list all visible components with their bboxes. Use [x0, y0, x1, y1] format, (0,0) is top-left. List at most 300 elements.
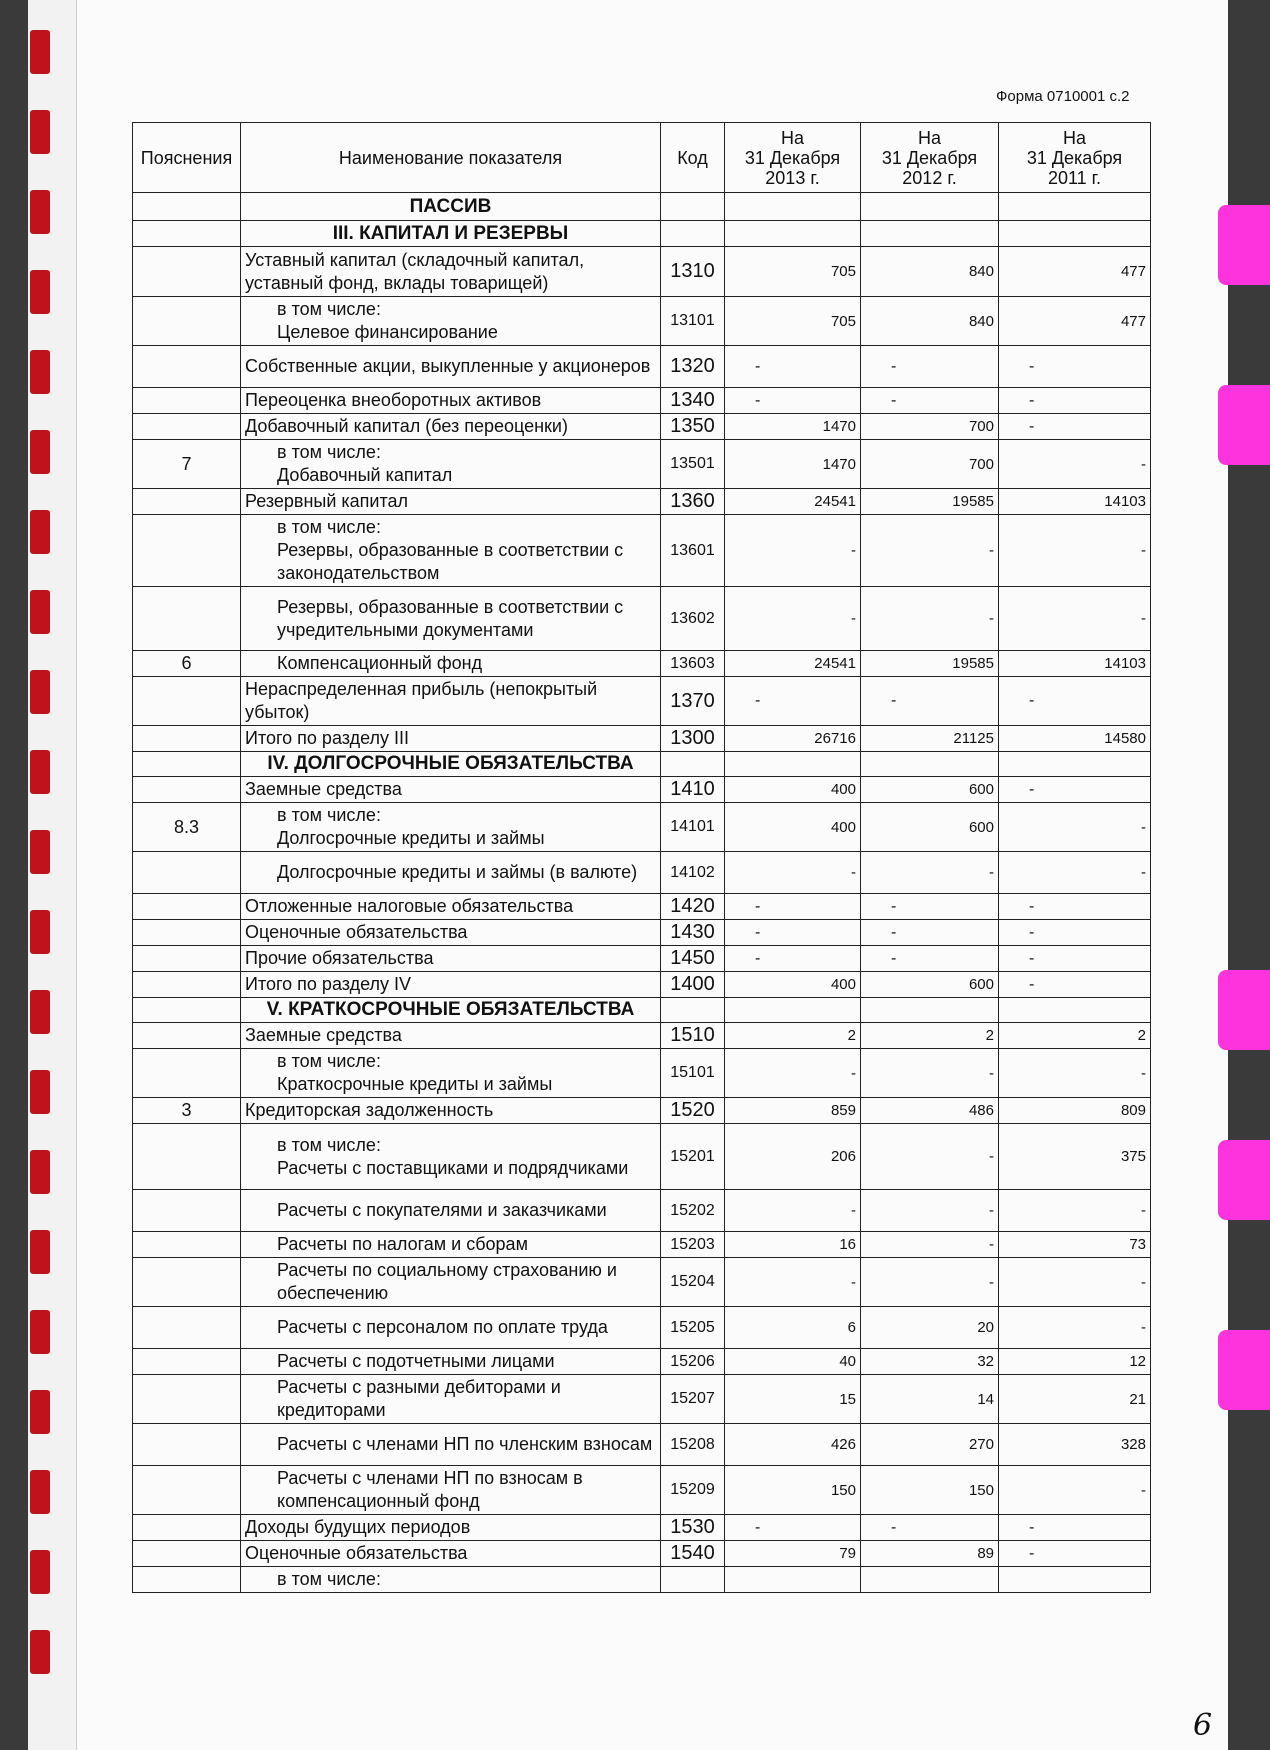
code-cell: 1450 — [661, 946, 725, 972]
including-label: в том числе: — [277, 442, 381, 462]
indicator-name — [241, 1258, 661, 1307]
table-row — [133, 1515, 1151, 1541]
value-2013-cell: 24541 — [725, 651, 861, 677]
code-cell: 15202 — [661, 1190, 725, 1232]
note-cell — [133, 414, 241, 440]
indicator-name — [241, 1124, 661, 1190]
indicator-name-text: Собственные акции, выкупленные у акционеров — [245, 356, 651, 376]
binding-ring — [30, 1630, 50, 1674]
value-2012-cell: - — [861, 920, 999, 946]
value-2011-cell: - — [999, 946, 1151, 972]
indicator-name — [241, 440, 661, 489]
note-cell — [133, 1567, 241, 1593]
table-header — [133, 123, 1151, 193]
value-2011-cell: 477 — [999, 247, 1151, 297]
value-2012-cell: 19585 — [861, 489, 999, 515]
indicator-name — [241, 1190, 661, 1232]
indicator-name-text: Добавочный капитал (без переоценки) — [245, 416, 568, 436]
table-row — [133, 388, 1151, 414]
code-cell: 1320 — [661, 346, 725, 388]
value-2011-cell: 12 — [999, 1349, 1151, 1375]
value-2012-cell: - — [861, 677, 999, 726]
binding-ring — [30, 430, 50, 474]
section-heading-row — [133, 193, 1151, 221]
note-cell — [133, 752, 241, 777]
indicator-name-text: Переоценка внеоборотных активов — [245, 390, 542, 410]
value-2013-cell: 426 — [725, 1424, 861, 1466]
binding-ring — [30, 1310, 50, 1354]
indicator-name — [241, 1541, 661, 1567]
note-cell — [133, 193, 241, 221]
value-2013-cell: 16 — [725, 1232, 861, 1258]
binding-ring — [30, 350, 50, 394]
value-2011-cell: - — [999, 1515, 1151, 1541]
note-cell — [133, 1124, 241, 1190]
note-cell — [133, 1349, 241, 1375]
value-2011-cell: - — [999, 1466, 1151, 1515]
note-cell: 8.3 — [133, 803, 241, 852]
including-label: в том числе: — [241, 1567, 661, 1593]
table-row — [133, 1541, 1151, 1567]
indicator-name-text: Оценочные обязательства — [245, 1543, 468, 1563]
code-cell: 1300 — [661, 726, 725, 752]
value-2013-cell: - — [725, 1258, 861, 1307]
indicator-name-text: Расчеты с персоналом по оплате труда — [277, 1317, 608, 1337]
indicator-name — [241, 515, 661, 587]
value-2011-cell: - — [999, 1190, 1151, 1232]
code-cell: 15208 — [661, 1424, 725, 1466]
value-2013-cell: - — [725, 677, 861, 726]
table-row — [133, 489, 1151, 515]
value-2011-cell: - — [999, 440, 1151, 489]
note-cell — [133, 677, 241, 726]
binding-ring — [30, 30, 50, 74]
value-2013-cell — [725, 193, 861, 221]
value-2012-cell — [861, 221, 999, 247]
value-2013-cell: 79 — [725, 1541, 861, 1567]
value-2012-cell: 2 — [861, 1023, 999, 1049]
indicator-name-text: Уставный капитал (складочный капитал, уставный фонд, вклады товарищей) — [245, 249, 585, 293]
table-row — [133, 1375, 1151, 1424]
code-cell: 13501 — [661, 440, 725, 489]
note-cell — [133, 1232, 241, 1258]
value-2011-cell: - — [999, 1049, 1151, 1098]
code-cell: 1540 — [661, 1541, 725, 1567]
code-cell: 14101 — [661, 803, 725, 852]
note-cell — [133, 1307, 241, 1349]
indicator-name — [241, 247, 661, 297]
note-cell — [133, 247, 241, 297]
table-row — [133, 1190, 1151, 1232]
code-cell: 15206 — [661, 1349, 725, 1375]
code-cell — [661, 998, 725, 1023]
indicator-name-text: Долгосрочные кредиты и займы (в валюте) — [277, 862, 638, 882]
indicator-name — [241, 1466, 661, 1515]
value-2011-cell — [999, 998, 1151, 1023]
value-2013-cell: 206 — [725, 1124, 861, 1190]
code-cell — [661, 221, 725, 247]
binding-ring — [30, 1550, 50, 1594]
value-2011-cell: - — [999, 777, 1151, 803]
value-2011-cell: - — [999, 852, 1151, 894]
section-title: ПАССИВ — [241, 193, 661, 221]
binding-ring — [30, 110, 50, 154]
code-cell: 13602 — [661, 587, 725, 651]
indicator-name-text: Долгосрочные кредиты и займы — [277, 828, 545, 848]
indicator-name-text: Расчеты с разными дебиторами и кредиторами — [277, 1377, 561, 1420]
table-row — [133, 777, 1151, 803]
including-label: в том числе: — [277, 517, 381, 537]
value-2013-cell: 2 — [725, 1023, 861, 1049]
value-2012-cell: 32 — [861, 1349, 999, 1375]
including-label: в том числе: — [277, 299, 381, 319]
indicator-name-text: Нераспределенная прибыль (непокрытый убыток) — [245, 679, 598, 722]
binding-ring — [30, 510, 50, 554]
value-2013-cell — [725, 1567, 861, 1593]
indicator-name — [241, 803, 661, 852]
value-2011-cell: - — [999, 515, 1151, 587]
value-2011-cell: 21 — [999, 1375, 1151, 1424]
code-cell: 15209 — [661, 1466, 725, 1515]
value-2012-cell: 840 — [861, 297, 999, 346]
value-2013-cell: - — [725, 1190, 861, 1232]
section-heading-row — [133, 752, 1151, 777]
table-row — [133, 1232, 1151, 1258]
value-2012-cell: 600 — [861, 777, 999, 803]
including-row — [133, 1567, 1151, 1593]
value-2011-cell: 2 — [999, 1023, 1151, 1049]
note-cell — [133, 894, 241, 920]
value-2012-cell: 700 — [861, 414, 999, 440]
note-cell — [133, 946, 241, 972]
indicator-name-text: Резервы, образованные в соответствии с законодательством — [277, 540, 624, 583]
value-2012-cell: - — [861, 852, 999, 894]
indicator-name-text: Расчеты с подотчетными лицами — [277, 1351, 555, 1371]
form-code: Форма 0710001 с.2 — [996, 88, 1130, 105]
indicator-name — [241, 587, 661, 651]
indicator-name — [241, 946, 661, 972]
code-cell: 1530 — [661, 1515, 725, 1541]
binding-ring — [30, 1470, 50, 1514]
section-heading-row — [133, 221, 1151, 247]
value-2013-cell — [725, 752, 861, 777]
note-cell: 7 — [133, 440, 241, 489]
code-cell: 1400 — [661, 972, 725, 998]
indicator-name-text: Итого по разделу III — [245, 728, 410, 748]
table-row — [133, 346, 1151, 388]
indicator-name — [241, 297, 661, 346]
indicator-name-text: Расчеты по социальному страхованию и обеспечению — [277, 1260, 617, 1303]
indicator-name-text: Резервы, образованные в соответствии с учредительными документами — [277, 596, 624, 640]
table-row — [133, 920, 1151, 946]
value-2013-cell: 400 — [725, 803, 861, 852]
table-row — [133, 1349, 1151, 1375]
value-2012-cell: 600 — [861, 972, 999, 998]
table-row — [133, 803, 1151, 852]
note-cell — [133, 515, 241, 587]
value-2011-cell: - — [999, 388, 1151, 414]
including-label: в том числе: — [277, 1051, 381, 1071]
value-2011-cell: 14580 — [999, 726, 1151, 752]
indicator-name-text: Добавочный капитал — [277, 465, 453, 485]
indicator-name-text: Доходы будущих периодов — [245, 1517, 471, 1537]
indicator-name — [241, 1232, 661, 1258]
value-2013-cell: 400 — [725, 972, 861, 998]
indicator-name — [241, 1307, 661, 1349]
value-2012-cell: 700 — [861, 440, 999, 489]
code-cell: 1410 — [661, 777, 725, 803]
note-cell — [133, 489, 241, 515]
indicator-name-text: Расчеты с членами НП по взносам в компенсационный фонд — [277, 1468, 583, 1511]
binding-ring — [30, 1390, 50, 1434]
code-cell: 15204 — [661, 1258, 725, 1307]
table-row — [133, 677, 1151, 726]
value-2012-cell: 21125 — [861, 726, 999, 752]
code-cell: 15205 — [661, 1307, 725, 1349]
value-2012-cell: 150 — [861, 1466, 999, 1515]
value-2011-cell: 14103 — [999, 651, 1151, 677]
value-2012-cell: - — [861, 587, 999, 651]
value-2013-cell: - — [725, 587, 861, 651]
value-2012-cell: 600 — [861, 803, 999, 852]
table-row — [133, 1098, 1151, 1124]
value-2012-cell: 486 — [861, 1098, 999, 1124]
index-tab — [1218, 970, 1270, 1050]
value-2013-cell: - — [725, 388, 861, 414]
table-row — [133, 1258, 1151, 1307]
value-2013-cell: 705 — [725, 247, 861, 297]
value-2013-cell: 859 — [725, 1098, 861, 1124]
value-2012-cell: 14 — [861, 1375, 999, 1424]
code-cell: 1350 — [661, 414, 725, 440]
value-2011-cell: 73 — [999, 1232, 1151, 1258]
table-row — [133, 1049, 1151, 1098]
value-2011-cell: 14103 — [999, 489, 1151, 515]
note-cell — [133, 1541, 241, 1567]
value-2013-cell: 705 — [725, 297, 861, 346]
col-header-name: Наименование показателя — [241, 123, 661, 193]
code-cell: 1370 — [661, 677, 725, 726]
note-cell — [133, 1375, 241, 1424]
indicator-name-text: Расчеты с покупателями и заказчиками — [277, 1200, 607, 1220]
code-cell: 15201 — [661, 1124, 725, 1190]
including-label: в том числе: — [277, 805, 381, 825]
section-title: IV. ДОЛГОСРОЧНЫЕ ОБЯЗАТЕЛЬСТВА — [241, 752, 661, 777]
table-row — [133, 852, 1151, 894]
table-row — [133, 587, 1151, 651]
indicator-name-text: Итого по разделу IV — [245, 974, 412, 994]
value-2013-cell: - — [725, 1515, 861, 1541]
value-2011-cell: - — [999, 346, 1151, 388]
value-2011-cell — [999, 221, 1151, 247]
indicator-name — [241, 677, 661, 726]
value-2013-cell: - — [725, 946, 861, 972]
note-cell — [133, 920, 241, 946]
page-number: 6 — [1193, 1708, 1213, 1743]
code-cell: 15207 — [661, 1375, 725, 1424]
value-2013-cell — [725, 998, 861, 1023]
code-cell: 1420 — [661, 894, 725, 920]
table-row — [133, 297, 1151, 346]
value-2011-cell: - — [999, 1541, 1151, 1567]
binding-ring — [30, 1070, 50, 1114]
table-row — [133, 1307, 1151, 1349]
table-row — [133, 894, 1151, 920]
indicator-name-text: Расчеты с поставщиками и подрядчиками — [277, 1157, 629, 1178]
binding-ring — [30, 910, 50, 954]
note-cell — [133, 1424, 241, 1466]
code-cell: 1510 — [661, 1023, 725, 1049]
indicator-name-text: Компенсационный фонд — [277, 653, 483, 673]
value-2013-cell: 150 — [725, 1466, 861, 1515]
indicator-name-text: Резервный капитал — [245, 491, 409, 511]
value-2012-cell — [861, 1567, 999, 1593]
section-title: V. КРАТКОСРОЧНЫЕ ОБЯЗАТЕЛЬСТВА — [241, 998, 661, 1023]
binding-ring — [30, 990, 50, 1034]
value-2013-cell: 40 — [725, 1349, 861, 1375]
indicator-name — [241, 1023, 661, 1049]
value-2013-cell: 400 — [725, 777, 861, 803]
indicator-name — [241, 489, 661, 515]
value-2011-cell: - — [999, 587, 1151, 651]
note-cell — [133, 998, 241, 1023]
value-2011-cell: - — [999, 677, 1151, 726]
value-2011-cell: - — [999, 920, 1151, 946]
indicator-name — [241, 852, 661, 894]
note-cell — [133, 1466, 241, 1515]
value-2012-cell: - — [861, 1258, 999, 1307]
balance-table — [132, 122, 1151, 1593]
including-label: в том числе: — [277, 1134, 381, 1155]
index-tab — [1218, 1330, 1270, 1410]
note-cell — [133, 777, 241, 803]
note-cell — [133, 726, 241, 752]
col-header-code: Код — [661, 123, 725, 193]
value-2011-cell — [999, 193, 1151, 221]
index-tab — [1218, 205, 1270, 285]
binding-spine — [28, 0, 77, 1750]
value-2012-cell: - — [861, 346, 999, 388]
value-2011-cell: - — [999, 1258, 1151, 1307]
value-2012-cell — [861, 998, 999, 1023]
indicator-name — [241, 1375, 661, 1424]
col-header-2011: На 31 Декабря 2011 г. — [999, 123, 1151, 193]
note-cell — [133, 297, 241, 346]
indicator-name — [241, 777, 661, 803]
code-cell: 15101 — [661, 1049, 725, 1098]
indicator-name-text: Заемные средства — [245, 779, 402, 799]
value-2012-cell — [861, 193, 999, 221]
indicator-name-text: Прочие обязательства — [245, 948, 434, 968]
table-row — [133, 515, 1151, 587]
section-title: III. КАПИТАЛ И РЕЗЕРВЫ — [241, 221, 661, 247]
table-body — [133, 193, 1151, 1593]
value-2013-cell: 1470 — [725, 440, 861, 489]
value-2012-cell: 89 — [861, 1541, 999, 1567]
value-2013-cell: - — [725, 894, 861, 920]
indicator-name — [241, 972, 661, 998]
value-2013-cell: - — [725, 852, 861, 894]
note-cell: 3 — [133, 1098, 241, 1124]
indicator-name — [241, 1049, 661, 1098]
value-2013-cell: 6 — [725, 1307, 861, 1349]
col-header-2013: На 31 Декабря 2013 г. — [725, 123, 861, 193]
col-header-note: Пояснения — [133, 123, 241, 193]
value-2011-cell: - — [999, 894, 1151, 920]
code-cell: 13101 — [661, 297, 725, 346]
indicator-name — [241, 726, 661, 752]
value-2011-cell: - — [999, 972, 1151, 998]
indicator-name-text: Оценочные обязательства — [245, 922, 468, 942]
code-cell: 1520 — [661, 1098, 725, 1124]
note-cell — [133, 388, 241, 414]
value-2011-cell: 477 — [999, 297, 1151, 346]
indicator-name — [241, 346, 661, 388]
code-cell: 15203 — [661, 1232, 725, 1258]
value-2013-cell: - — [725, 346, 861, 388]
code-cell: 13603 — [661, 651, 725, 677]
binding-ring — [30, 670, 50, 714]
indicator-name — [241, 651, 661, 677]
indicator-name-text: Кредиторская задолженность — [245, 1100, 494, 1120]
note-cell — [133, 221, 241, 247]
table-row — [133, 946, 1151, 972]
code-cell — [661, 1567, 725, 1593]
value-2012-cell: 270 — [861, 1424, 999, 1466]
table-row — [133, 1466, 1151, 1515]
indicator-name — [241, 894, 661, 920]
value-2012-cell: 840 — [861, 247, 999, 297]
value-2011-cell — [999, 752, 1151, 777]
indicator-name-text: Целевое финансирование — [277, 322, 498, 342]
value-2013-cell: - — [725, 920, 861, 946]
index-tab — [1218, 385, 1270, 465]
indicator-name-text: Расчеты с членами НП по членским взносам — [277, 1434, 653, 1454]
value-2012-cell: - — [861, 1515, 999, 1541]
table-row — [133, 247, 1151, 297]
note-cell — [133, 1515, 241, 1541]
value-2013-cell: 26716 — [725, 726, 861, 752]
indicator-name-text: Заемные средства — [245, 1025, 402, 1045]
value-2011-cell — [999, 1567, 1151, 1593]
value-2012-cell — [861, 752, 999, 777]
indicator-name — [241, 1349, 661, 1375]
code-cell: 13601 — [661, 515, 725, 587]
value-2011-cell: - — [999, 803, 1151, 852]
note-cell — [133, 1258, 241, 1307]
code-cell: 1430 — [661, 920, 725, 946]
value-2012-cell: - — [861, 515, 999, 587]
table-row — [133, 440, 1151, 489]
value-2012-cell: 19585 — [861, 651, 999, 677]
value-2013-cell: - — [725, 515, 861, 587]
section-heading-row — [133, 998, 1151, 1023]
code-cell — [661, 752, 725, 777]
note-cell: 6 — [133, 651, 241, 677]
note-cell — [133, 1049, 241, 1098]
indicator-name — [241, 414, 661, 440]
value-2012-cell: - — [861, 1049, 999, 1098]
note-cell — [133, 346, 241, 388]
value-2012-cell: - — [861, 946, 999, 972]
note-cell — [133, 852, 241, 894]
table-row — [133, 1023, 1151, 1049]
value-2013-cell: 1470 — [725, 414, 861, 440]
value-2012-cell: - — [861, 1124, 999, 1190]
indicator-name — [241, 1424, 661, 1466]
indicator-name — [241, 388, 661, 414]
code-cell: 1310 — [661, 247, 725, 297]
